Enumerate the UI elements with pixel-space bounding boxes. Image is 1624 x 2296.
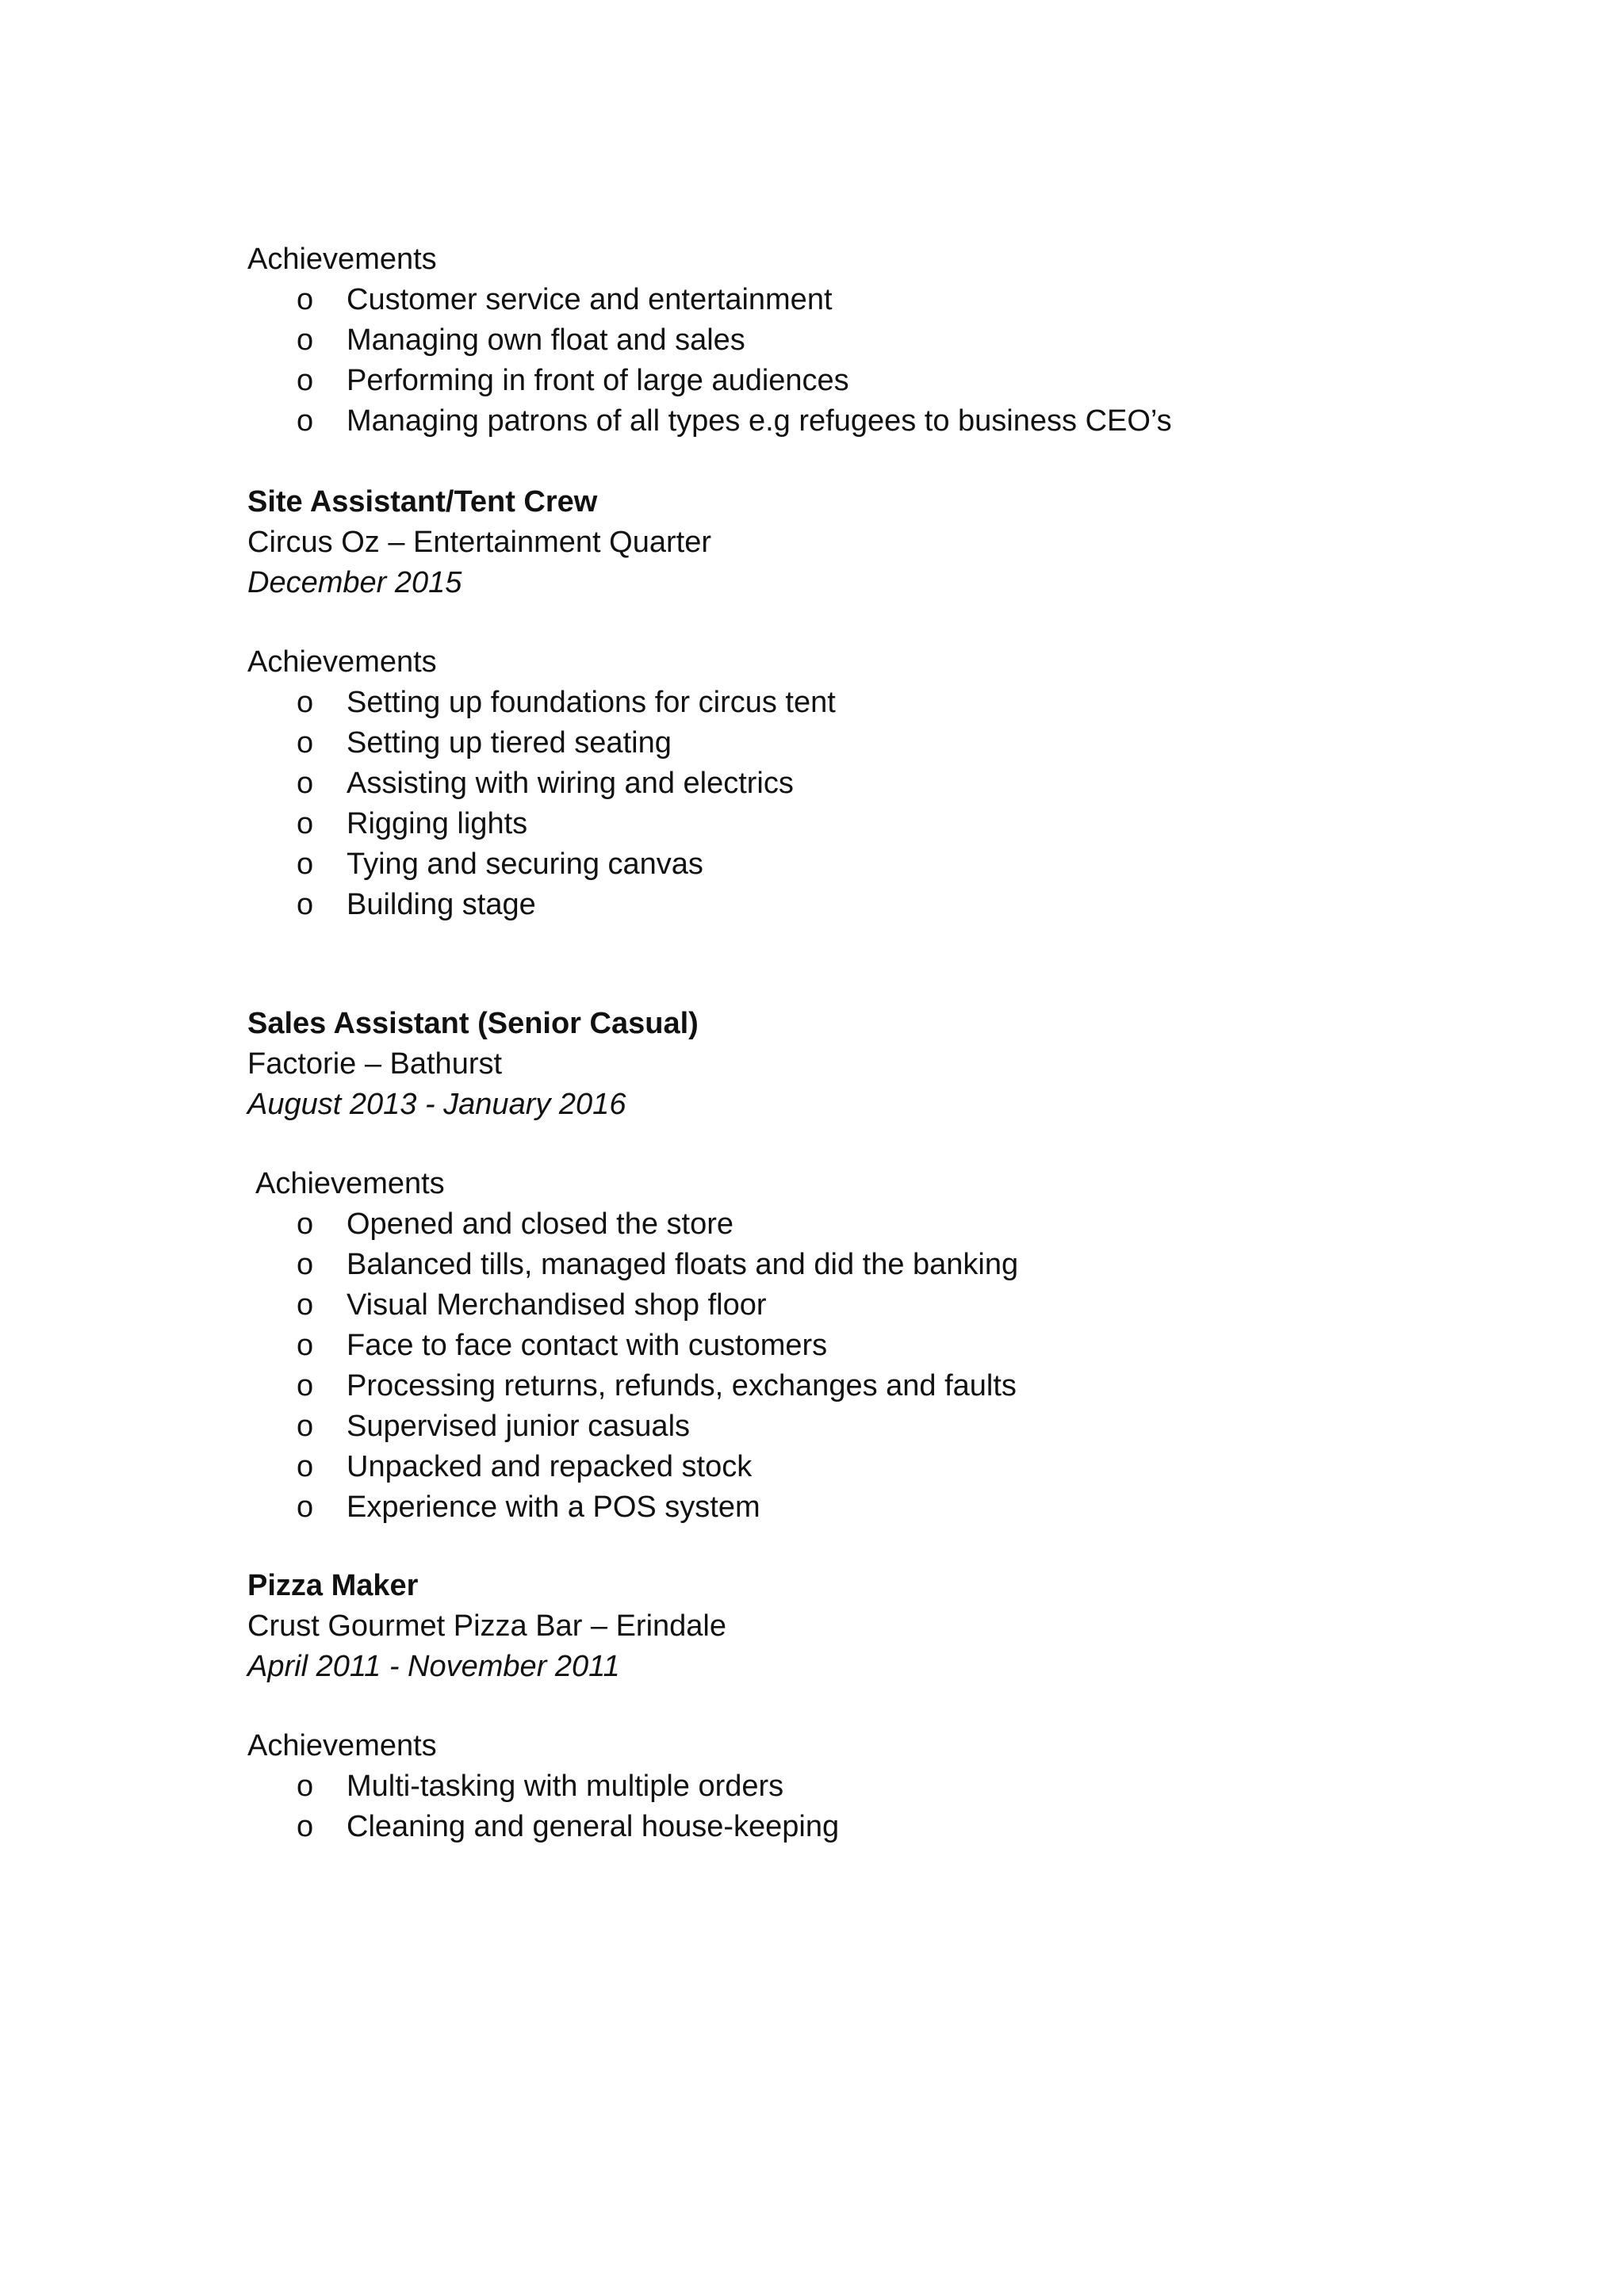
bullet-icon: o <box>297 1450 314 1483</box>
list-item <box>247 1406 1437 1447</box>
list-item <box>247 1447 1437 1487</box>
job-title: Sales Assistant (Senior Casual) <box>247 1007 699 1040</box>
list-item-text: Balanced tills, managed floats and did the banking <box>347 1248 1019 1281</box>
list-item <box>247 1807 1437 1847</box>
list-item-text: Visual Merchandised shop floor <box>347 1288 767 1322</box>
list-item <box>247 320 1437 361</box>
job-employer: Circus Oz – Entertainment Quarter <box>247 526 711 559</box>
list-item-text: Customer service and entertainment <box>347 283 833 316</box>
list-item-text: Setting up foundations for circus tent <box>347 686 836 719</box>
top-achievements-section <box>247 239 1437 442</box>
achievements-label: Achievements <box>255 1167 445 1200</box>
list-item <box>247 1245 1437 1285</box>
list-item <box>247 1766 1437 1807</box>
list-item-text: Opened and closed the store <box>347 1207 734 1241</box>
job-employer: Factorie – Bathurst <box>247 1047 503 1081</box>
bullet-icon: o <box>297 1810 314 1843</box>
job-dates: April 2011 - November 2011 <box>247 1650 620 1683</box>
bullet-icon: o <box>297 283 314 316</box>
list-item-text: Experience with a POS system <box>347 1490 760 1524</box>
list-item-text: Unpacked and repacked stock <box>347 1450 753 1483</box>
job-title: Pizza Maker <box>247 1569 419 1602</box>
bullet-icon: o <box>297 1770 314 1803</box>
list-item-text: Managing patrons of all types e.g refugees to business CEO’s <box>347 404 1172 438</box>
list-item <box>247 1326 1437 1366</box>
job-entry-sales-assistant <box>247 1004 1437 1125</box>
achievements-label: Achievements <box>247 1729 437 1762</box>
bullet-icon: o <box>297 888 314 921</box>
bullet-icon: o <box>297 404 314 438</box>
bullet-icon: o <box>297 686 314 719</box>
bullet-icon: o <box>297 1369 314 1402</box>
list-item-text: Cleaning and general house-keeping <box>347 1810 840 1843</box>
list-item <box>247 844 1437 885</box>
list-item <box>247 804 1437 844</box>
list-item <box>247 885 1437 925</box>
bullet-icon: o <box>297 1329 314 1362</box>
bullet-icon: o <box>297 1490 314 1524</box>
list-item <box>247 1204 1437 1245</box>
list-item-text: Face to face contact with customers <box>347 1329 828 1362</box>
list-item <box>247 763 1437 804</box>
list-item-text: Supervised junior casuals <box>347 1410 691 1443</box>
job-entry-site-assistant <box>247 482 1437 603</box>
list-item <box>247 1285 1437 1326</box>
list-item-text: Setting up tiered seating <box>347 726 672 760</box>
list-item <box>247 280 1437 320</box>
list-item-text: Performing in front of large audiences <box>347 364 849 397</box>
bullet-icon: o <box>297 1288 314 1322</box>
job-achievements-pizza-maker <box>247 1726 1437 1847</box>
list-item <box>247 401 1437 442</box>
list-item-text: Processing returns, refunds, exchanges and faults <box>347 1369 1017 1402</box>
bullet-icon: o <box>297 726 314 760</box>
list-item-text: Building stage <box>347 888 536 921</box>
job-entry-pizza-maker <box>247 1566 1437 1687</box>
list-item-text: Rigging lights <box>347 807 528 840</box>
bullet-icon: o <box>297 1207 314 1241</box>
list-item <box>247 683 1437 723</box>
job-achievements-sales-assistant <box>247 1164 1437 1528</box>
list-item-text: Managing own float and sales <box>347 323 745 357</box>
list-item <box>247 1487 1437 1528</box>
achievements-label: Achievements <box>247 243 437 276</box>
list-item <box>247 723 1437 763</box>
achievements-label: Achievements <box>247 645 437 679</box>
list-item <box>247 361 1437 401</box>
bullet-icon: o <box>297 323 314 357</box>
bullet-icon: o <box>297 807 314 840</box>
job-dates: December 2015 <box>247 566 462 599</box>
bullet-icon: o <box>297 1410 314 1443</box>
job-achievements-site-assistant <box>247 642 1437 925</box>
bullet-icon: o <box>297 364 314 397</box>
list-item-text: Tying and securing canvas <box>347 848 703 881</box>
list-item-text: Assisting with wiring and electrics <box>347 767 794 800</box>
job-title: Site Assistant/Tent Crew <box>247 485 598 519</box>
job-employer: Crust Gourmet Pizza Bar – Erindale <box>247 1609 727 1643</box>
list-item <box>247 1366 1437 1406</box>
list-item-text: Multi-tasking with multiple orders <box>347 1770 784 1803</box>
bullet-icon: o <box>297 848 314 881</box>
job-dates: August 2013 - January 2016 <box>247 1088 626 1121</box>
bullet-icon: o <box>297 767 314 800</box>
bullet-icon: o <box>297 1248 314 1281</box>
